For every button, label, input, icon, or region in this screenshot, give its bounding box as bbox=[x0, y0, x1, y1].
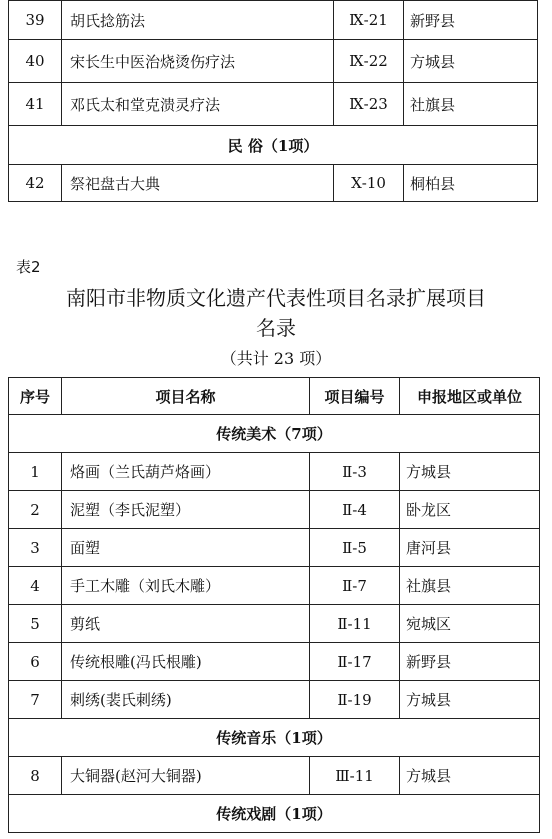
project-code: Ⅱ-7 bbox=[310, 567, 400, 605]
table-row bbox=[9, 40, 538, 83]
project-name: 面塑 bbox=[62, 529, 310, 567]
row-number: 3 bbox=[9, 529, 62, 567]
table-row bbox=[9, 165, 538, 202]
project-region: 新野县 bbox=[404, 1, 538, 40]
project-region: 卧龙区 bbox=[400, 491, 540, 529]
project-code: Ⅸ-23 bbox=[334, 83, 404, 126]
row-number: 2 bbox=[9, 491, 62, 529]
project-region: 方城县 bbox=[404, 40, 538, 83]
project-code: Ⅱ-19 bbox=[310, 681, 400, 719]
table-row bbox=[9, 529, 540, 567]
category-label: 民 俗（1项） bbox=[9, 126, 538, 165]
project-name: 邓氏太和堂克溃灵疗法 bbox=[62, 83, 334, 126]
project-name: 剪纸 bbox=[62, 605, 310, 643]
row-number: 5 bbox=[9, 605, 62, 643]
project-code: Ⅱ-11 bbox=[310, 605, 400, 643]
row-number: 42 bbox=[9, 165, 62, 202]
project-region: 新野县 bbox=[400, 643, 540, 681]
project-name: 宋长生中医治烧烫伤疗法 bbox=[62, 40, 334, 83]
row-number: 6 bbox=[9, 643, 62, 681]
row-number: 8 bbox=[9, 757, 62, 795]
table-row bbox=[9, 453, 540, 491]
project-region: 方城县 bbox=[400, 453, 540, 491]
project-table-continued bbox=[8, 0, 538, 202]
project-name: 大铜器(赵河大铜器) bbox=[62, 757, 310, 795]
project-name: 胡氏捻筋法 bbox=[62, 1, 334, 40]
category-row bbox=[9, 415, 540, 453]
row-number: 39 bbox=[9, 1, 62, 40]
table-label: 表2 bbox=[16, 258, 41, 276]
category-row bbox=[9, 126, 538, 165]
project-region: 方城县 bbox=[400, 757, 540, 795]
project-name: 泥塑（李氏泥塑） bbox=[62, 491, 310, 529]
project-code: Ⅹ-10 bbox=[334, 165, 404, 202]
project-region: 社旗县 bbox=[404, 83, 538, 126]
expansion-project-table bbox=[8, 377, 540, 833]
project-code: Ⅱ-4 bbox=[310, 491, 400, 529]
table-row bbox=[9, 605, 540, 643]
table-row bbox=[9, 757, 540, 795]
table-header-row bbox=[9, 378, 540, 415]
project-code: Ⅱ-3 bbox=[310, 453, 400, 491]
table-row bbox=[9, 83, 538, 126]
project-code: Ⅲ-11 bbox=[310, 757, 400, 795]
table-row bbox=[9, 567, 540, 605]
category-row bbox=[9, 795, 540, 833]
project-region: 桐柏县 bbox=[404, 165, 538, 202]
table-row bbox=[9, 1, 538, 40]
project-code: Ⅸ-21 bbox=[334, 1, 404, 40]
project-code: Ⅱ-5 bbox=[310, 529, 400, 567]
project-region: 方城县 bbox=[400, 681, 540, 719]
document-title-continued: 名录 bbox=[256, 316, 296, 340]
project-name: 传统根雕(冯氏根雕) bbox=[62, 643, 310, 681]
project-code: Ⅱ-17 bbox=[310, 643, 400, 681]
header-serial: 序号 bbox=[9, 378, 62, 415]
header-region: 申报地区或单位 bbox=[400, 378, 540, 415]
header-project-code: 项目编号 bbox=[310, 378, 400, 415]
document-subtitle: （共计 23 项） bbox=[220, 349, 332, 368]
category-row bbox=[9, 719, 540, 757]
row-number: 41 bbox=[9, 83, 62, 126]
table-row bbox=[9, 491, 540, 529]
row-number: 1 bbox=[9, 453, 62, 491]
row-number: 40 bbox=[9, 40, 62, 83]
category-label: 传统美术（7项） bbox=[9, 415, 540, 453]
project-code: Ⅸ-22 bbox=[334, 40, 404, 83]
project-region: 唐河县 bbox=[400, 529, 540, 567]
project-name: 手工木雕（刘氏木雕） bbox=[62, 567, 310, 605]
row-number: 7 bbox=[9, 681, 62, 719]
project-name: 祭祀盘古大典 bbox=[62, 165, 334, 202]
row-number: 4 bbox=[9, 567, 62, 605]
document-title: 南阳市非物质文化遗产代表性项目名录扩展项目 bbox=[66, 286, 486, 310]
project-region: 宛城区 bbox=[400, 605, 540, 643]
category-label: 传统音乐（1项） bbox=[9, 719, 540, 757]
project-name: 刺绣(裴氏刺绣) bbox=[62, 681, 310, 719]
header-project-name: 项目名称 bbox=[62, 378, 310, 415]
project-name: 烙画（兰氏葫芦烙画） bbox=[62, 453, 310, 491]
table-row bbox=[9, 681, 540, 719]
project-region: 社旗县 bbox=[400, 567, 540, 605]
table-row bbox=[9, 643, 540, 681]
category-label: 传统戏剧（1项） bbox=[9, 795, 540, 833]
